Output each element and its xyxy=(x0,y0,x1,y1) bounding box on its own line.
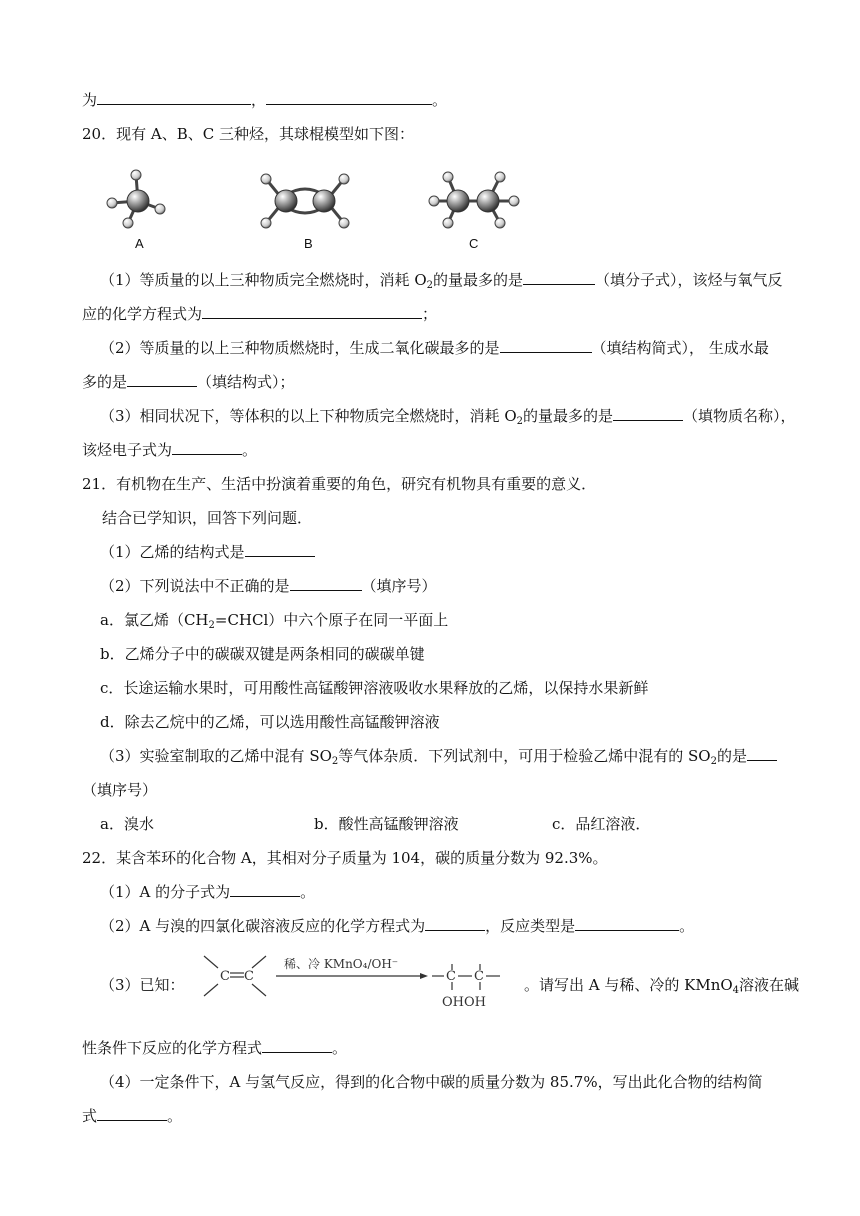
model-label-c: C xyxy=(469,236,479,251)
text: （填分子式），该烃与氧气反 xyxy=(595,271,783,289)
q20-part3-cont xyxy=(82,440,257,460)
answer-blank[interactable] xyxy=(425,916,485,931)
model-label-a: A xyxy=(135,236,144,251)
answer-blank[interactable] xyxy=(127,372,197,387)
text: 的是 xyxy=(716,747,747,765)
text: 。 xyxy=(242,441,258,459)
q20-part3 xyxy=(100,406,796,426)
text: （1）等质量的以上三种物质完全燃烧时，消耗 O xyxy=(100,271,427,289)
hydroxyl-label: OHOH xyxy=(442,995,486,1010)
text: （填结构式）； xyxy=(197,373,295,391)
text: 。 xyxy=(332,1039,348,1057)
text: 为 xyxy=(82,91,98,109)
reagent-label: 稀、冷 KMnO₄/OH⁻ xyxy=(284,957,399,971)
text: 等气体杂质．下列试剂中，可用于检验乙烯中混有的 SO xyxy=(338,747,711,765)
text: 式 xyxy=(82,1107,98,1125)
text: （1）A 的分子式为 xyxy=(100,883,231,901)
q21-part3-options xyxy=(100,814,650,834)
q22-part2 xyxy=(100,916,694,936)
answer-blank[interactable] xyxy=(230,882,300,897)
q22-part3-suffix xyxy=(524,975,799,995)
q21-part3-cont: （填序号） xyxy=(82,781,158,799)
text: 。 xyxy=(679,917,695,935)
q20-part2-cont xyxy=(82,372,295,392)
answer-blank[interactable] xyxy=(172,440,242,455)
text: 溶液在碱 xyxy=(739,976,800,994)
q21-part3 xyxy=(100,746,777,766)
answer-blank[interactable] xyxy=(613,406,683,421)
answer-blank[interactable] xyxy=(97,1106,167,1121)
answer-blank[interactable] xyxy=(97,90,251,105)
text: （填物质名称）， xyxy=(683,407,796,425)
q22-part4: （4）一定条件下，A 与氢气反应，得到的化合物中碳的质量分数为 85.7%，写出此化合物的结构简 xyxy=(100,1073,763,1091)
text: ； xyxy=(422,305,438,323)
q22-part3-cont xyxy=(82,1038,347,1058)
subscript: 2 xyxy=(710,756,717,767)
answer-blank[interactable] xyxy=(500,338,592,353)
text: 的量最多的是 xyxy=(433,271,524,289)
q22-part1 xyxy=(100,882,315,902)
answer-blank[interactable] xyxy=(290,576,362,591)
ball-stick-model-c xyxy=(424,165,524,235)
question-21-stem: 21．有机物在生产、生活中扮演着重要的角色，研究有机物具有重要的意义． xyxy=(82,475,597,493)
text: 应的化学方程式为 xyxy=(82,305,203,323)
text: （填结构简式）， 生成水最 xyxy=(591,339,769,357)
svg-text:C: C xyxy=(220,969,230,984)
option-c: c．品红溶液． xyxy=(552,815,651,833)
q21-option-a xyxy=(100,610,448,630)
q20-part1-cont xyxy=(82,304,437,324)
reaction-scheme xyxy=(196,946,526,1020)
text: 性条件下反应的化学方程式 xyxy=(82,1039,263,1057)
svg-text:C: C xyxy=(474,969,484,984)
text: （3）相同状况下，等体积的以上下种物质完全燃烧时，消耗 O xyxy=(100,407,517,425)
answer-blank[interactable] xyxy=(523,270,595,285)
answer-blank[interactable] xyxy=(266,90,432,105)
text: （填序号） xyxy=(361,577,437,595)
q21-part1 xyxy=(100,542,315,562)
text: 。 xyxy=(167,1107,183,1125)
subscript: 2 xyxy=(331,756,339,767)
option-a: a．溴水 xyxy=(100,815,154,833)
text: （2）下列说法中不正确的是 xyxy=(100,577,290,595)
text: 。 xyxy=(432,91,448,109)
q20-part2 xyxy=(100,338,769,358)
q21-part2 xyxy=(100,576,437,596)
text: ， xyxy=(251,91,267,109)
text: a．氯乙烯（CH xyxy=(100,611,209,629)
answer-blank[interactable] xyxy=(747,746,777,761)
q20-part1 xyxy=(100,270,783,290)
text: =CHCl）中六个原子在同一平面上 xyxy=(214,611,449,629)
q21-option-c: c．长途运输水果时，可用酸性高锰酸钾溶液吸收水果释放的乙烯，以保持水果新鲜 xyxy=(100,679,649,697)
subscript: 4 xyxy=(732,985,740,996)
svg-text:C: C xyxy=(244,969,254,984)
answer-line-19-tail xyxy=(82,90,447,110)
question-20-stem: 20．现有 A、B、C 三种烃，其球棍模型如下图： xyxy=(82,125,414,143)
text: 。请写出 A 与稀、冷的 KMnO xyxy=(524,976,733,994)
subscript: 2 xyxy=(426,280,433,291)
answer-blank[interactable] xyxy=(575,916,679,931)
q21-option-d: d．除去乙烷中的乙烯，可以选用酸性高锰酸钾溶液 xyxy=(100,713,440,731)
question-22-stem: 22．某含苯环的化合物 A，其相对分子质量为 104，碳的质量分数为 92.3%。 xyxy=(82,849,608,867)
svg-text:C: C xyxy=(446,969,456,984)
answer-blank[interactable] xyxy=(262,1038,332,1053)
answer-blank[interactable] xyxy=(245,542,315,557)
text: 该烃电子式为 xyxy=(82,441,173,459)
q21-intro: 结合已学知识，回答下列问题． xyxy=(102,509,313,527)
text: 。 xyxy=(300,883,316,901)
model-label-b: B xyxy=(304,236,313,251)
q22-part3-prefix: （3）已知： xyxy=(100,976,185,994)
q21-option-b: b．乙烯分子中的碳碳双键是两条相同的碳碳单键 xyxy=(100,645,425,663)
text: 的量最多的是 xyxy=(523,407,614,425)
text: （2）A 与溴的四氯化碳溶液反应的化学方程式为 xyxy=(100,917,426,935)
q22-part4-cont xyxy=(82,1106,182,1126)
text: （1）乙烯的结构式是 xyxy=(100,543,245,561)
text: 多的是 xyxy=(82,373,128,391)
text: （2）等质量的以上三种物质燃烧时，生成二氧化碳最多的是 xyxy=(100,339,500,357)
text: （3）实验室制取的乙烯中混有 SO xyxy=(100,747,332,765)
text: ，反应类型是 xyxy=(485,917,576,935)
option-b: b．酸性高锰酸钾溶液 xyxy=(314,815,459,833)
subscript: 2 xyxy=(208,620,215,631)
ball-stick-model-b xyxy=(254,165,364,235)
answer-blank[interactable] xyxy=(202,304,422,319)
ball-stick-model-a xyxy=(100,165,170,235)
subscript: 2 xyxy=(516,416,523,427)
